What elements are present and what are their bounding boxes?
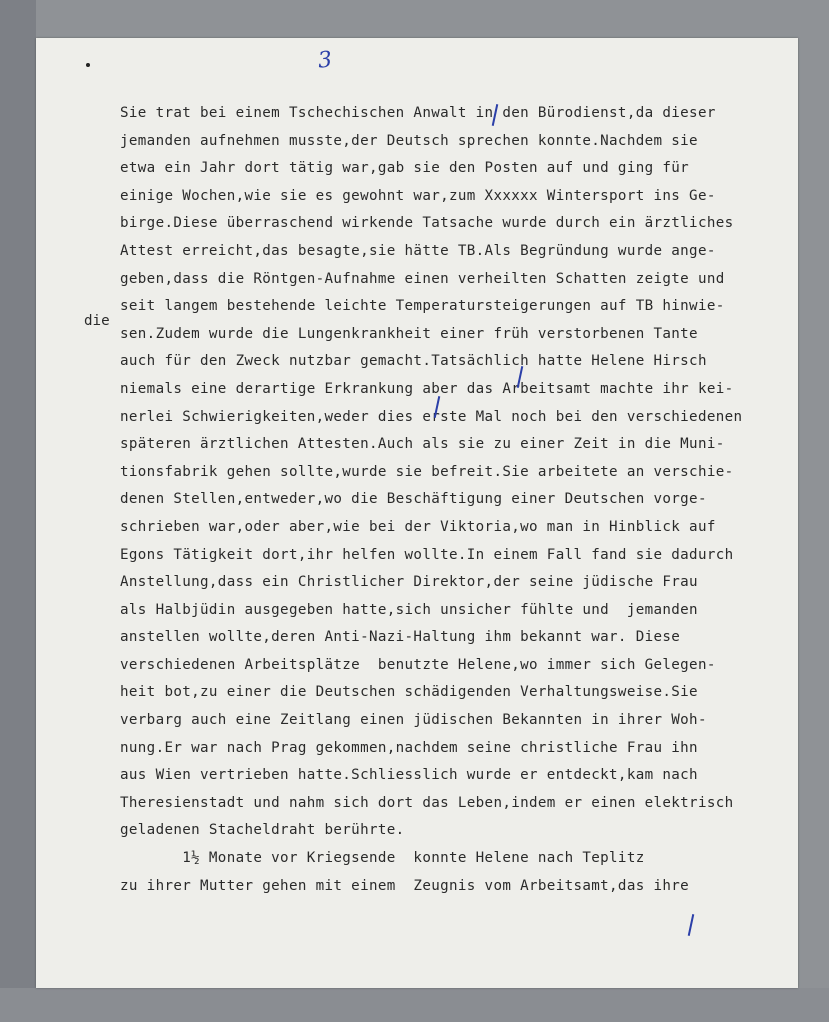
paper-speck (86, 63, 90, 67)
text-line: verschiedenen Arbeitsplätze benutzte Helene,wo immer sich Gelegen- (120, 656, 716, 673)
text-line: verbarg auch eine Zeitlang einen jüdischen Bekannten in ihrer Woh- (120, 712, 707, 729)
text-line: aus Wien vertrieben hatte.Schliesslich wurde er entdeckt,kam nach (120, 767, 698, 784)
text-line: geladenen Stacheldraht berührte. (120, 822, 405, 839)
text-line: etwa ein Jahr dort tätig war,gab sie den Posten auf und ging für (120, 160, 690, 177)
folder-edge (0, 0, 36, 1022)
text-line: birge.Diese überraschend wirkende Tatsache wurde durch ein ärztliches (120, 215, 734, 232)
text-line: geben,dass die Röntgen-Aufnahme einen verheilten Schatten zeigte und (120, 270, 725, 287)
text-line: heit bot,zu einer die Deutschen schädigenden Verhaltungsweise.Sie (120, 684, 698, 701)
text-line: niemals eine derartige Erkrankung aber das Arbeitsamt machte ihr kei- (120, 380, 734, 397)
text-line: Egons Tätigkeit dort,ihr helfen wollte.In einem Fall fand sie dadurch (120, 546, 734, 563)
text-line: nerlei Schwierigkeiten,weder dies erste Mal noch bei den verschiedenen (120, 408, 743, 425)
text-line: Anstellung,dass ein Christlicher Direktor,der seine jüdische Frau (120, 574, 698, 591)
text-line: späteren ärztlichen Attesten.Auch als sie zu einer Zeit in die Muni- (120, 436, 725, 453)
text-line: auch für den Zweck nutzbar gemacht.Tatsächlich hatte Helene Hirsch (120, 353, 707, 370)
text-line: tionsfabrik gehen sollte,wurde sie befreit.Sie arbeitete an verschie- (120, 463, 734, 480)
text-line: einige Wochen,wie sie es gewohnt war,zum Xxxxxx Wintersport ins Ge- (120, 187, 716, 204)
margin-note: die (84, 313, 110, 329)
text-line: Attest erreicht,das besagte,sie hätte TB.Als Begründung wurde ange- (120, 242, 716, 259)
text-line: 1½ Monate vor Kriegsende konnte Helene nach Teplitz (120, 850, 645, 867)
text-line: nung.Er war nach Prag gekommen,nachdem seine christliche Frau ihn (120, 739, 698, 756)
text-line: jemanden aufnehmen musste,der Deutsch sprechen konnte.Nachdem sie (120, 132, 698, 149)
text-line: als Halbjüdin ausgegeben hatte,sich unsicher fühlte und jemanden (120, 601, 698, 618)
text-line: seit langem bestehende leichte Temperatursteigerungen auf TB hinwie- (120, 298, 725, 315)
handwritten-page-number: 3 (316, 47, 334, 74)
typewritten-text (120, 100, 742, 900)
text-line: Theresienstadt und nahm sich dort das Leben,indem er einen elektrisch (120, 794, 734, 811)
text-line: denen Stellen,entweder,wo die Beschäftigung einer Deutschen vorge- (120, 491, 707, 508)
text-line: anstellen wollte,deren Anti-Nazi-Haltung ihm bekannt war. Diese (120, 629, 681, 646)
text-line: schrieben war,oder aber,wie bei der Viktoria,wo man in Hinblick auf (120, 518, 716, 535)
text-line: zu ihrer Mutter gehen mit einem Zeugnis vom Arbeitsamt,das ihre (120, 877, 690, 894)
text-line: sen.Zudem wurde die Lungenkrankheit einer früh verstorbenen Tante (120, 325, 698, 342)
folder-bottom-edge (0, 988, 829, 1022)
text-line: Sie trat bei einem Tschechischen Anwalt in den Bürodienst,da dieser (120, 105, 716, 121)
